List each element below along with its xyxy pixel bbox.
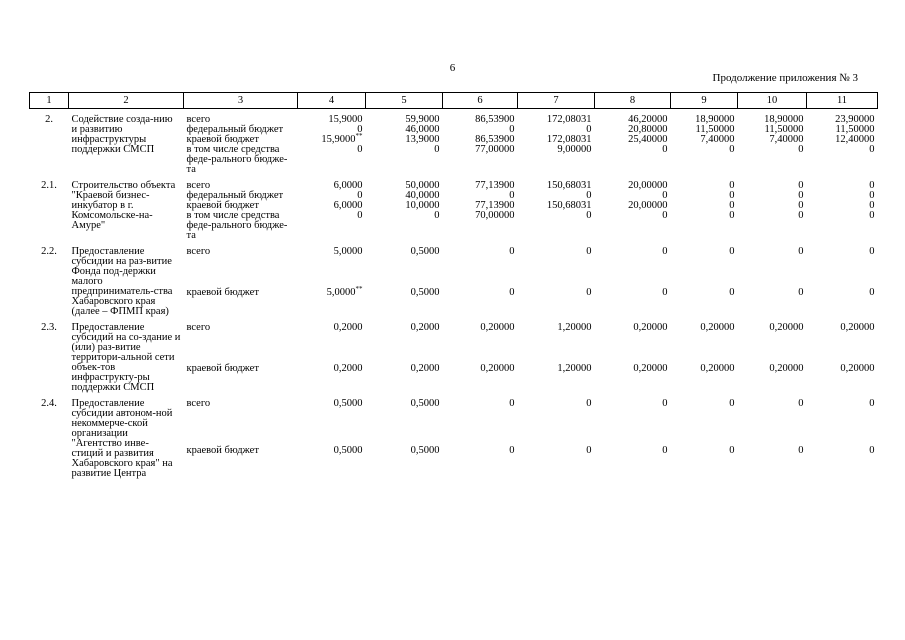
column-number-4: 4 — [298, 93, 366, 109]
value-cell — [595, 364, 671, 393]
section-name: Предоставление субсидии автоном-ной некоммерче-ской организации "Агентство инве-стиций и развития Хабаровского края" на развитие Центра — [71, 398, 173, 479]
value-text: 0 — [434, 144, 440, 155]
value-cell — [671, 191, 738, 201]
value-cell — [807, 175, 878, 191]
value-cell — [443, 288, 518, 317]
value-text: 77,00000 — [475, 144, 515, 155]
value-text: 7,40000 — [769, 134, 804, 145]
value-cell — [443, 393, 518, 446]
value-cell — [595, 446, 671, 479]
value-text: 0,5000 — [333, 398, 363, 409]
value-cell — [671, 393, 738, 446]
column-number-11: 11 — [807, 93, 878, 109]
value-cell — [518, 175, 595, 191]
value-cell — [671, 364, 738, 393]
value-cell — [807, 191, 878, 201]
value-cell — [443, 446, 518, 479]
table-body — [30, 109, 878, 480]
value-cell — [807, 317, 878, 364]
value-text: 0 — [357, 124, 363, 135]
funding-source: краевой бюджет — [186, 444, 259, 456]
footnote-mark: ** — [355, 132, 363, 140]
value-text: 0 — [729, 180, 735, 191]
funding-source: краевой бюджет — [186, 134, 259, 145]
value-text: 12,40000 — [835, 134, 875, 145]
value-text: 77,13900 — [475, 180, 515, 191]
section-code: 2. — [45, 114, 53, 125]
value-text: 0 — [434, 210, 440, 221]
funding-source: краевой бюджет — [186, 286, 259, 298]
value-cell — [807, 109, 878, 126]
value-cell — [671, 145, 738, 175]
value-cell — [671, 288, 738, 317]
value-cell — [298, 145, 366, 175]
funding-source: в том числе средства феде-рального бюдже-та — [186, 210, 288, 241]
value-cell — [595, 241, 671, 288]
value-text: 23,90000 — [835, 114, 875, 125]
value-text: 0 — [869, 444, 875, 456]
value-cell — [671, 317, 738, 364]
section-code: 2.1. — [41, 180, 57, 191]
value-text: 0 — [869, 144, 875, 155]
value-text: 59,9000 — [405, 114, 440, 125]
value-text: 0 — [729, 200, 735, 211]
value-text: 0 — [869, 190, 875, 201]
value-cell — [443, 211, 518, 241]
value-text: 15,9000 — [328, 114, 363, 125]
value-cell — [807, 145, 878, 175]
value-text: 0 — [869, 246, 875, 257]
value-text: 0 — [798, 210, 804, 221]
value-cell — [595, 175, 671, 191]
value-cell — [518, 317, 595, 364]
column-number-10: 10 — [738, 93, 807, 109]
value-cell — [366, 317, 443, 364]
value-text: 5,0000 — [326, 286, 356, 298]
value-text: 0,20000 — [480, 322, 515, 333]
value-cell — [443, 241, 518, 288]
value-cell — [738, 145, 807, 175]
value-cell — [738, 191, 807, 201]
value-cell — [298, 241, 366, 288]
table-row — [30, 317, 878, 364]
value-text: 0,20000 — [769, 322, 804, 333]
value-cell — [298, 364, 366, 393]
value-cell — [518, 393, 595, 446]
value-cell — [807, 364, 878, 393]
funding-source: всего — [186, 114, 211, 125]
value-cell — [738, 241, 807, 288]
value-text: 0 — [798, 286, 804, 298]
value-cell — [738, 288, 807, 317]
value-text: 0 — [662, 398, 668, 409]
value-cell — [807, 135, 878, 145]
value-cell — [518, 211, 595, 241]
value-text: 0 — [798, 144, 804, 155]
value-cell — [671, 241, 738, 288]
value-cell — [366, 446, 443, 479]
footnote-mark: ** — [355, 284, 363, 293]
value-text: 0 — [869, 286, 875, 298]
value-cell — [807, 201, 878, 211]
value-cell — [807, 446, 878, 479]
value-text: 40,0000 — [405, 190, 440, 201]
funding-source: всего — [186, 246, 211, 257]
value-text: 0 — [798, 190, 804, 201]
value-text: 0 — [869, 398, 875, 409]
value-text: 18,90000 — [695, 114, 735, 125]
value-cell — [366, 364, 443, 393]
funding-source: всего — [186, 322, 211, 333]
value-text: 0 — [586, 190, 592, 201]
page-number: 6 — [449, 62, 456, 74]
value-text: 20,80000 — [628, 124, 668, 135]
value-text: 11,50000 — [695, 124, 735, 135]
value-cell — [366, 175, 443, 191]
value-text: 0 — [729, 444, 735, 456]
value-cell — [366, 211, 443, 241]
value-cell — [595, 288, 671, 317]
value-cell — [366, 109, 443, 126]
value-text: 0 — [586, 286, 592, 298]
value-cell — [738, 317, 807, 364]
value-text: 150,68031 — [546, 200, 592, 211]
value-text: 50,0000 — [405, 180, 440, 191]
value-text: 25,40000 — [628, 134, 668, 145]
value-text: 0 — [729, 144, 735, 155]
value-text: 0 — [798, 246, 804, 257]
value-text: 1,20000 — [557, 322, 592, 333]
funding-source: всего — [186, 180, 211, 191]
value-cell — [738, 446, 807, 479]
value-text: 70,00000 — [475, 210, 515, 221]
value-cell — [518, 364, 595, 393]
value-text: 6,0000 — [333, 200, 363, 211]
value-text: 1,20000 — [557, 362, 592, 374]
section-code: 2.3. — [41, 322, 57, 333]
funding-source: всего — [186, 398, 211, 409]
value-text: 6,0000 — [333, 180, 363, 191]
value-text: 0 — [729, 190, 735, 201]
value-text: 0 — [586, 210, 592, 221]
value-text: 0,20000 — [840, 322, 875, 333]
value-text: 7,40000 — [700, 134, 735, 145]
value-cell — [443, 317, 518, 364]
value-text: 0,5000 — [410, 444, 440, 456]
column-number-3: 3 — [184, 93, 298, 109]
continuation-caption: Продолжение приложения № 3 — [712, 72, 858, 84]
value-cell — [366, 135, 443, 145]
value-text: 15,9000 — [321, 134, 356, 145]
value-text: 46,0000 — [405, 124, 440, 135]
value-cell — [595, 393, 671, 446]
column-number-9: 9 — [671, 93, 738, 109]
section-code: 2.4. — [41, 398, 57, 409]
value-text: 0 — [662, 144, 668, 155]
value-cell — [443, 175, 518, 191]
column-number-2: 2 — [69, 93, 184, 109]
value-cell — [443, 109, 518, 126]
value-text: 0 — [662, 190, 668, 201]
value-text: 0,20000 — [480, 362, 515, 374]
value-text: 11,50000 — [835, 124, 875, 135]
value-text: 0 — [509, 286, 515, 298]
section-code: 2.2. — [41, 246, 57, 257]
value-cell — [807, 393, 878, 446]
value-cell — [298, 446, 366, 479]
value-text: 9,00000 — [557, 144, 592, 155]
value-text: 0 — [869, 180, 875, 191]
value-text: 0 — [586, 398, 592, 409]
funding-source: краевой бюджет — [186, 362, 259, 374]
value-cell — [298, 211, 366, 241]
value-text: 86,53900 — [475, 114, 515, 125]
value-cell — [671, 109, 738, 126]
value-text: 20,00000 — [628, 180, 668, 191]
column-number-6: 6 — [443, 93, 518, 109]
value-text: 0 — [586, 246, 592, 257]
value-cell — [807, 241, 878, 288]
value-text: 0 — [509, 246, 515, 257]
value-cell — [671, 446, 738, 479]
value-cell — [595, 109, 671, 126]
value-text: 0,20000 — [840, 362, 875, 374]
value-cell — [738, 211, 807, 241]
value-text: 0 — [509, 190, 515, 201]
value-cell — [595, 135, 671, 145]
value-text: 0 — [357, 210, 363, 221]
value-cell — [738, 109, 807, 126]
value-text: 0 — [798, 180, 804, 191]
funding-source: в том числе средства феде-рального бюдже-та — [186, 144, 288, 175]
value-text: 0,20000 — [633, 362, 668, 374]
value-text: 0,20000 — [769, 362, 804, 374]
value-text: 0,5000 — [410, 246, 440, 257]
table-row — [30, 175, 878, 191]
value-cell — [366, 288, 443, 317]
value-cell — [595, 317, 671, 364]
value-cell — [671, 175, 738, 191]
value-cell — [298, 175, 366, 191]
value-cell — [518, 288, 595, 317]
value-text: 0,2000 — [410, 362, 440, 374]
funding-source: федеральный бюджет — [186, 124, 284, 135]
value-text: 0 — [586, 444, 592, 456]
budget-table — [29, 92, 878, 479]
value-text: 18,90000 — [764, 114, 804, 125]
value-text: 0 — [662, 286, 668, 298]
value-text: 0,5000 — [410, 398, 440, 409]
value-text: 11,50000 — [764, 124, 804, 135]
value-cell — [738, 393, 807, 446]
value-text: 0 — [869, 200, 875, 211]
value-text: 0 — [662, 246, 668, 257]
value-text: 0,2000 — [333, 322, 363, 333]
value-text: 10,0000 — [405, 200, 440, 211]
value-cell — [443, 145, 518, 175]
value-text: 0,5000 — [333, 444, 363, 456]
value-cell — [595, 145, 671, 175]
value-cell — [595, 201, 671, 211]
value-cell — [298, 109, 366, 126]
value-text: 20,00000 — [628, 200, 668, 211]
column-number-1: 1 — [30, 93, 69, 109]
value-cell — [807, 288, 878, 317]
funding-source: федеральный бюджет — [186, 190, 284, 201]
section-name: Предоставление субсидии на раз-витие Фонда под-держки малого предприниматель-ства Хабаровского края (далее – ФПМП края) — [71, 246, 173, 317]
value-cell — [518, 201, 595, 211]
value-cell — [738, 175, 807, 191]
value-text: 0 — [509, 398, 515, 409]
column-number-5: 5 — [366, 93, 443, 109]
value-cell — [518, 109, 595, 126]
value-text: 77,13900 — [475, 200, 515, 211]
value-text: 0 — [798, 398, 804, 409]
value-text: 0,20000 — [700, 322, 735, 333]
value-text: 0 — [729, 210, 735, 221]
value-cell — [738, 135, 807, 145]
section-name: Предоставление субсидий на со-здание и (или) раз-витие территори-альной сети объек-тов инфраструкту-ры поддержки СМСП — [71, 322, 181, 393]
value-text: 172,08031 — [546, 114, 592, 125]
value-cell — [518, 145, 595, 175]
value-cell — [298, 317, 366, 364]
value-text: 0 — [357, 144, 363, 155]
value-cell — [807, 211, 878, 241]
value-cell — [298, 393, 366, 446]
value-text: 0 — [586, 124, 592, 135]
value-text: 86,53900 — [475, 134, 515, 145]
value-text: 0,2000 — [333, 362, 363, 374]
value-text: 13,9000 — [405, 134, 440, 145]
value-text: 0 — [798, 444, 804, 456]
value-cell — [671, 135, 738, 145]
value-text: 0 — [357, 190, 363, 201]
value-text: 0,20000 — [700, 362, 735, 374]
table-row — [30, 393, 878, 446]
value-text: 0,5000 — [410, 286, 440, 298]
column-number-7: 7 — [518, 93, 595, 109]
value-text: 0 — [729, 286, 735, 298]
value-text: 0 — [662, 210, 668, 221]
value-text: 0 — [509, 444, 515, 456]
value-text: 0 — [729, 398, 735, 409]
value-text: 0 — [869, 210, 875, 221]
value-text: 172,08031 — [546, 134, 592, 145]
value-cell — [366, 241, 443, 288]
section-name: Строительство объекта "Краевой бизнес-инкубатор в г. Комсомольске-на-Амуре" — [71, 180, 176, 231]
value-text: 0,2000 — [410, 322, 440, 333]
value-cell — [518, 446, 595, 479]
value-cell — [671, 211, 738, 241]
value-cell — [298, 201, 366, 211]
value-cell — [738, 201, 807, 211]
value-text: 46,20000 — [628, 114, 668, 125]
section-name: Содействие созда-нию и развитию инфраструктуры поддержки СМСП — [71, 114, 173, 155]
value-cell — [595, 211, 671, 241]
value-cell — [366, 201, 443, 211]
value-text: 0 — [662, 444, 668, 456]
value-cell — [518, 241, 595, 288]
value-cell — [298, 132, 366, 145]
funding-source: краевой бюджет — [186, 200, 259, 211]
column-numbers-row — [30, 93, 878, 109]
value-cell — [298, 284, 366, 317]
value-cell — [738, 364, 807, 393]
value-cell — [366, 393, 443, 446]
value-cell — [671, 201, 738, 211]
value-cell — [443, 364, 518, 393]
value-text: 150,68031 — [546, 180, 592, 191]
value-text: 5,0000 — [333, 246, 363, 257]
value-text: 0 — [509, 124, 515, 135]
table-row — [30, 241, 878, 288]
table-row — [30, 109, 878, 126]
value-cell — [366, 145, 443, 175]
column-number-8: 8 — [595, 93, 671, 109]
value-text: 0 — [798, 200, 804, 211]
value-text: 0 — [729, 246, 735, 257]
value-text: 0,20000 — [633, 322, 668, 333]
